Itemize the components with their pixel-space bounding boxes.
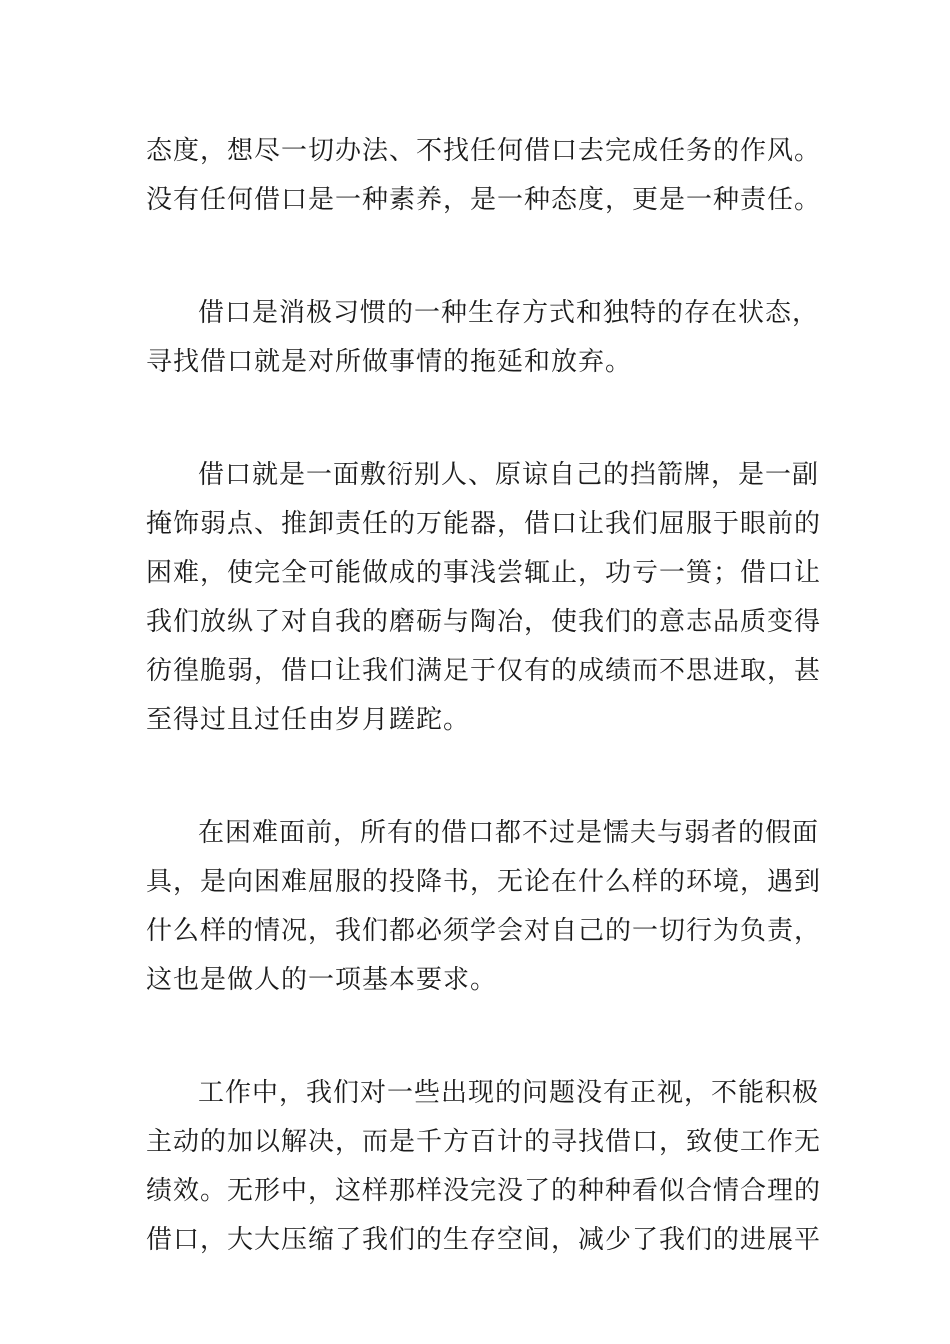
paragraph-5 — [146, 1069, 822, 1265]
text-line: 借口就是一面敷衍别人、原谅自己的挡箭牌，是一副 — [198, 460, 820, 490]
text-line: 寻找借口就是对所做事情的拖延和放弃。 — [146, 347, 633, 377]
text-line: 态度，想尽一切办法、不找任何借口去完成任务的作风。 — [146, 136, 822, 166]
paragraph-3 — [146, 451, 822, 745]
paragraph-2 — [146, 289, 820, 387]
text-line: 没有任何借口是一种素养，是一种态度，更是一种责任。 — [146, 185, 822, 215]
document-body — [146, 127, 822, 1265]
paragraph-1 — [146, 127, 822, 225]
text-line: 绩效。无形中，这样那样没完没了的种种看似合情合理的 — [146, 1176, 822, 1206]
text-line: 彷徨脆弱，借口让我们满足于仅有的成绩而不思进取，甚 — [146, 656, 822, 686]
text-line: 具，是向困难屈服的投降书，无论在什么样的环境，遇到 — [146, 867, 822, 897]
text-line: 工作中，我们对一些出现的问题没有正视，不能积极 — [198, 1078, 820, 1108]
text-line: 借口是消极习惯的一种生存方式和独特的存在状态， — [198, 298, 820, 328]
paragraph-spacer — [146, 745, 810, 809]
paragraph-spacer — [146, 1005, 810, 1069]
text-line: 至得过且过任由岁月蹉跎。 — [146, 705, 471, 735]
text-line: 我们放纵了对自我的磨砺与陶冶，使我们的意志品质变得 — [146, 607, 822, 637]
text-line: 主动的加以解决，而是千方百计的寻找借口，致使工作无 — [146, 1127, 822, 1157]
text-line: 在困难面前，所有的借口都不过是懦夫与弱者的假面 — [198, 818, 820, 848]
text-line: 困难，使完全可能做成的事浅尝辄止，功亏一篑；借口让 — [146, 558, 822, 588]
paragraph-spacer — [146, 387, 810, 451]
text-line: 借口，大大压缩了我们的生存空间，减少了我们的进展平 — [146, 1225, 822, 1255]
paragraph-spacer — [146, 225, 810, 289]
text-line: 这也是做人的一项基本要求。 — [146, 965, 498, 995]
text-line: 掩饰弱点、推卸责任的万能器，借口让我们屈服于眼前的 — [146, 509, 822, 539]
text-line: 什么样的情况，我们都必须学会对自己的一切行为负责， — [146, 916, 822, 946]
paragraph-4 — [146, 809, 822, 1005]
